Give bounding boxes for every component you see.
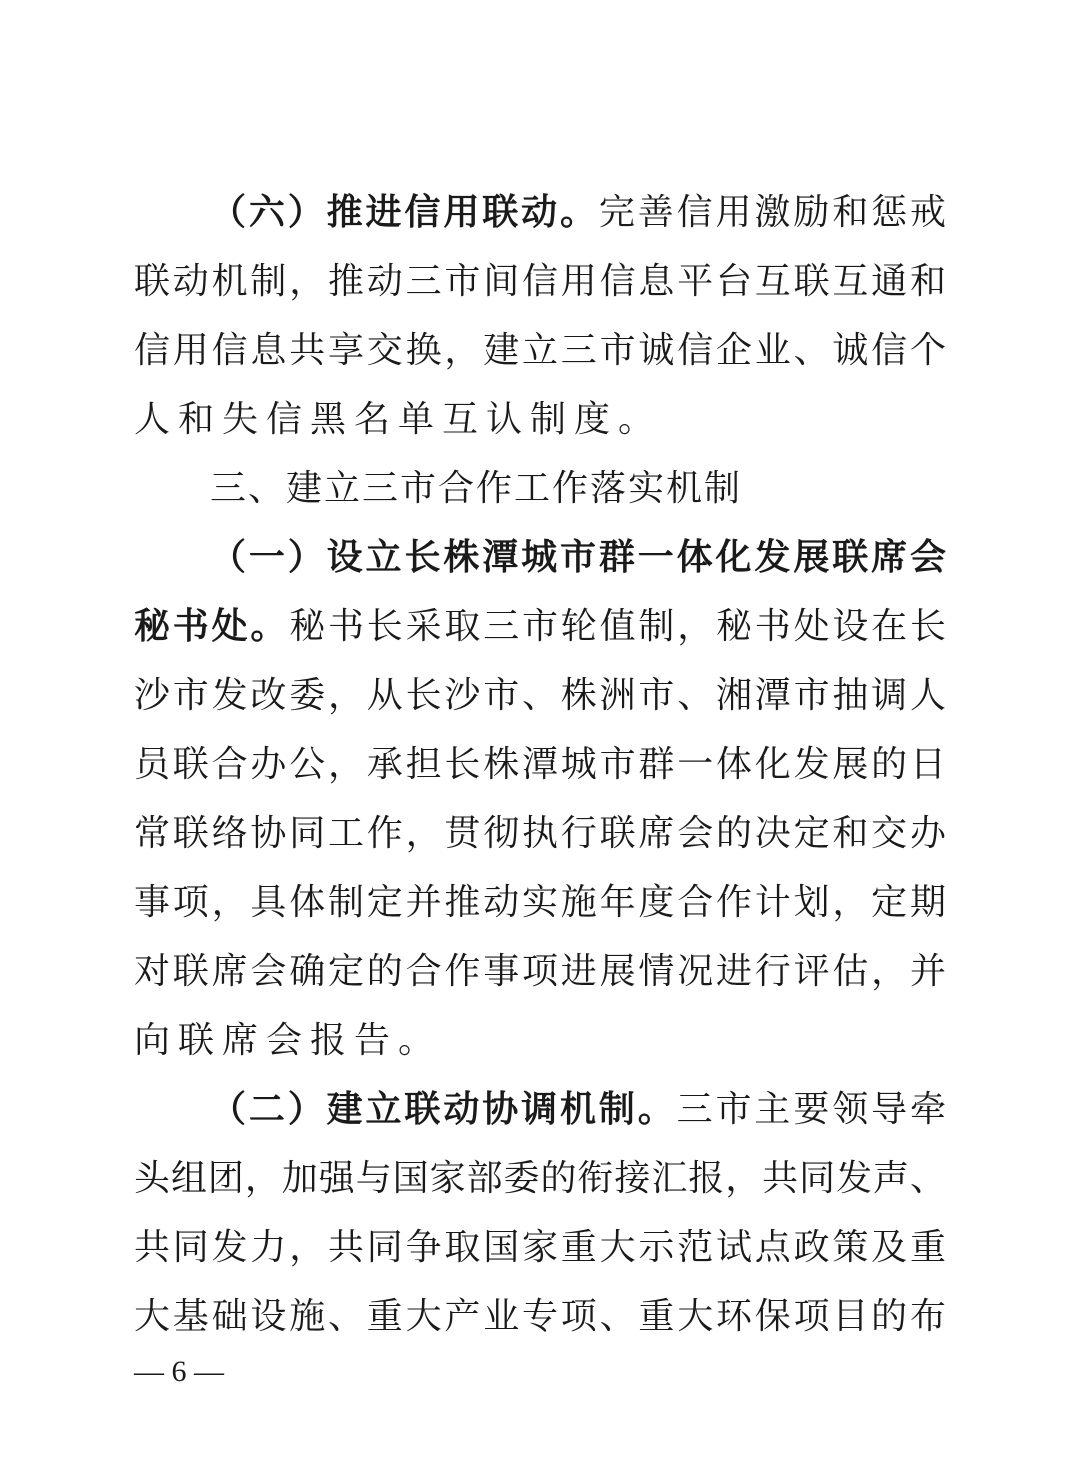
section6-line2: 联动机制，推动三市间信用信息平台互联互通和	[134, 261, 946, 302]
item1-line5: 常联络协同工作，贯彻执行联席会的决定和交办	[134, 813, 946, 854]
section6-title: （六）推进信用联动。	[210, 192, 599, 233]
item1-line3: 沙市发改委，从长沙市、株洲市、湘潭市抽调人	[134, 675, 946, 716]
item2-line2: 头组团，加强与国家部委的衔接汇报，共同发声、	[134, 1158, 946, 1199]
item2-line1	[210, 1085, 946, 1135]
section6-line3: 信用信息共享交换，建立三市诚信企业、诚信个	[134, 330, 946, 371]
section3-heading: 三、建立三市合作工作落实机制	[210, 468, 743, 509]
section6-line4: 人和失信黑名单互认制度。	[134, 399, 663, 440]
item2-line3: 共同发力，共同争取国家重大示范试点政策及重	[134, 1227, 946, 1268]
item1-title-line2: 秘书处。	[134, 606, 290, 647]
item2-line1-text: 三市主要领导牵	[676, 1089, 946, 1130]
item1-line6: 事项，具体制定并推动实施年度合作计划，定期	[134, 882, 946, 923]
item2-title: （二）建立联动协调机制。	[210, 1089, 677, 1130]
item1-line2-text: 秘书长采取三市轮值制，秘书处设在长	[289, 606, 946, 647]
section6-line1-text: 完善信用激励和惩戒	[598, 192, 946, 233]
item1-line7: 对联席会确定的合作事项进展情况进行评估，并	[134, 951, 946, 992]
item1-line2	[134, 602, 946, 652]
item1-line4: 员联合办公，承担长株潭城市群一体化发展的日	[134, 744, 946, 785]
item1-title-line1: （一）设立长株潭城市群一体化发展联席会	[210, 537, 946, 578]
item1-line8: 向联席会报告。	[134, 1020, 443, 1061]
item2-line4: 大基础设施、重大产业专项、重大环保项目的布	[134, 1296, 946, 1337]
page-number: — 6 —	[134, 1355, 224, 1388]
section6-line1	[210, 188, 946, 238]
